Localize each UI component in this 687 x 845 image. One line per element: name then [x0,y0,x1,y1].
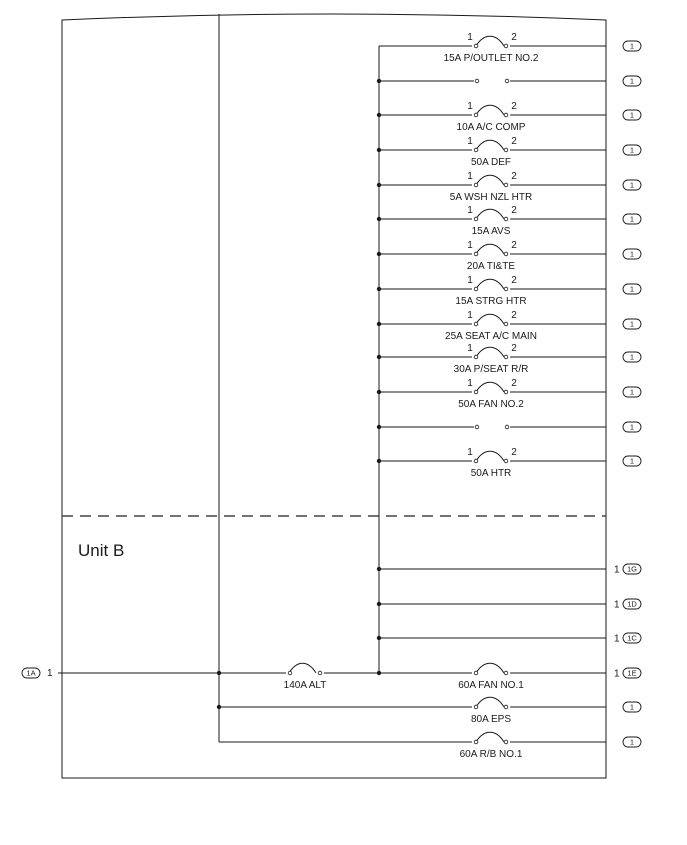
output-connector [623,110,641,120]
fuse-pin-out: 2 [511,171,517,182]
fuse-label: 25A SEAT A/C MAIN [445,331,537,342]
fuse-symbol [472,732,510,746]
junction-dot [377,113,381,117]
fuse-pin-in: 1 [467,310,473,321]
junction-dot [377,287,381,291]
unit-b-label: Unit B [78,541,125,560]
output-connector-label: 1 [629,110,635,120]
junction-dot [377,355,381,359]
alt-fuse-label: 140A ALT [283,680,327,691]
junction-dot [377,79,381,83]
output-connector [623,702,641,712]
svg-text:1A: 1A [26,668,36,678]
fuse-symbol [472,105,510,119]
fuse-symbol [472,175,510,189]
fuse-pin-out: 2 [511,275,517,286]
output-connector-label: 1 [629,145,635,155]
fuse-pin-in: 1 [467,343,473,354]
branch-circuit [377,310,641,342]
junction-dot [217,671,221,675]
fuse-symbol [472,382,510,396]
fuse-pin-out: 2 [511,205,517,216]
branch-circuit [377,76,641,86]
fuse-label: 10A A/C COMP [456,122,526,133]
alt-fuse [286,663,324,676]
fuse-label: 80A EPS [470,714,512,725]
junction-dot [377,252,381,256]
fuse-pin-out: 2 [511,310,517,321]
fuse-label: 50A HTR [470,468,512,479]
direct-branch [217,697,641,725]
fuse-pin-in: 1 [467,101,473,112]
connector-pin-number: 1 [614,564,620,576]
output-connector-label: 1 [629,422,635,432]
input-pin-number: 1 [47,668,53,679]
fuse-pin-in: 1 [467,240,473,251]
fuse-symbol [472,140,510,154]
output-connector [623,41,641,51]
output-connector-label: 1 [629,180,635,190]
fuse-label: 5A WSH NZL HTR [449,192,533,203]
junction-dot [377,217,381,221]
branch-circuit [377,275,641,307]
output-connector-label: 1 [629,456,635,466]
upper-branches [377,32,641,479]
output-connector [623,387,641,397]
fuse-pin-out: 2 [511,378,517,389]
output-connector [623,180,641,190]
output-connector [623,319,641,329]
output-connector [623,76,641,86]
fuse-pin-out: 2 [511,240,517,251]
unit-b-branch [377,633,641,645]
junction-dot [377,459,381,463]
fuse-symbol [472,451,510,465]
output-connector [623,456,641,466]
lower-branches [377,564,641,691]
fuse-pin-in: 1 [467,32,473,43]
fuse-label: 50A DEF [470,157,512,168]
fuse-pin-in: 1 [467,378,473,389]
fuse-pin-out: 2 [511,447,517,458]
output-connector [623,249,641,259]
fuse-pin-in: 1 [467,136,473,147]
output-connector-label: 1 [629,76,635,86]
output-connector [623,668,641,678]
open-terminals [474,78,510,84]
output-connector [623,737,641,747]
fuse-symbol [472,663,510,677]
output-connector-label: 1 [629,249,635,259]
fuse-symbol [472,36,510,50]
output-connector-label: 1C [627,633,637,643]
fuse-label: 60A FAN NO.1 [458,680,524,691]
junction-dot [377,425,381,429]
connector-pin-number: 1 [614,668,620,680]
output-connector [623,284,641,294]
junction-dot [377,390,381,394]
fuse-symbol [472,244,510,258]
branch-circuit [377,422,641,432]
fuse-symbol [472,697,510,711]
fuse-symbol [472,209,510,223]
branch-circuit [377,447,641,479]
output-connector-label: 1 [629,284,635,294]
junction-dot [377,636,381,640]
fuse-label: 50A FAN NO.2 [458,399,524,410]
output-connector-label: 1 [629,214,635,224]
branch-circuit [377,343,641,375]
fuse-pin-in: 1 [467,205,473,216]
fuse-pin-out: 2 [511,343,517,354]
connector-pin-number: 1 [614,599,620,611]
fuse-label: 15A STRG HTR [455,296,527,307]
output-connector-label: 1 [629,702,635,712]
output-connector-label: 1G [626,564,638,574]
output-connector [623,214,641,224]
fuse-label: 20A TI&TE [466,261,516,272]
fuse-label: 30A P/SEAT R/R [453,364,529,375]
unit-b-branch [377,599,641,611]
output-connector-label: 1D [627,599,637,609]
branch-circuit [377,378,641,410]
direct-branch [219,732,641,760]
branch-circuit [377,101,641,133]
unit-b-branch [377,564,641,576]
output-connector [623,633,641,643]
output-connector [623,145,641,155]
direct-branches [217,697,641,760]
fuse-label: 15A AVS [471,226,511,237]
branch-circuit [377,171,641,203]
unit-b-branch [379,663,641,691]
branch-circuit [377,136,641,168]
output-connector-label: 1 [629,352,635,362]
fuse-label: 60A R/B NO.1 [459,749,523,760]
fuse-symbol [472,314,510,328]
junction-dot [377,567,381,571]
branch-circuit [379,32,641,64]
junction-dot [377,602,381,606]
output-connector-label: 1 [629,387,635,397]
junction-dot [217,705,221,709]
output-connector-label: 1 [629,737,635,747]
fuse-pin-out: 2 [511,32,517,43]
fuse-symbol [472,347,510,361]
output-connector [623,564,641,574]
branch-circuit [377,240,641,272]
fuse-pin-in: 1 [467,275,473,286]
output-connector [623,422,641,432]
fuse-label: 15A P/OUTLET NO.2 [443,53,539,64]
output-connector [623,599,641,609]
output-connector [623,352,641,362]
junction-dot [377,148,381,152]
fuse-pin-in: 1 [467,171,473,182]
junction-dot [377,183,381,187]
input-connector [22,668,40,678]
fuse-symbol [472,279,510,293]
output-connector-label: 1E [627,668,637,678]
connector-pin-number: 1 [614,633,620,645]
fuse-pin-out: 2 [511,101,517,112]
open-terminals [474,424,510,430]
fuse-pin-in: 1 [467,447,473,458]
branch-circuit [377,205,641,237]
fuse-pin-out: 2 [511,136,517,147]
junction-dot [377,322,381,326]
output-connector-label: 1 [629,41,635,51]
output-connector-label: 1 [629,319,635,329]
